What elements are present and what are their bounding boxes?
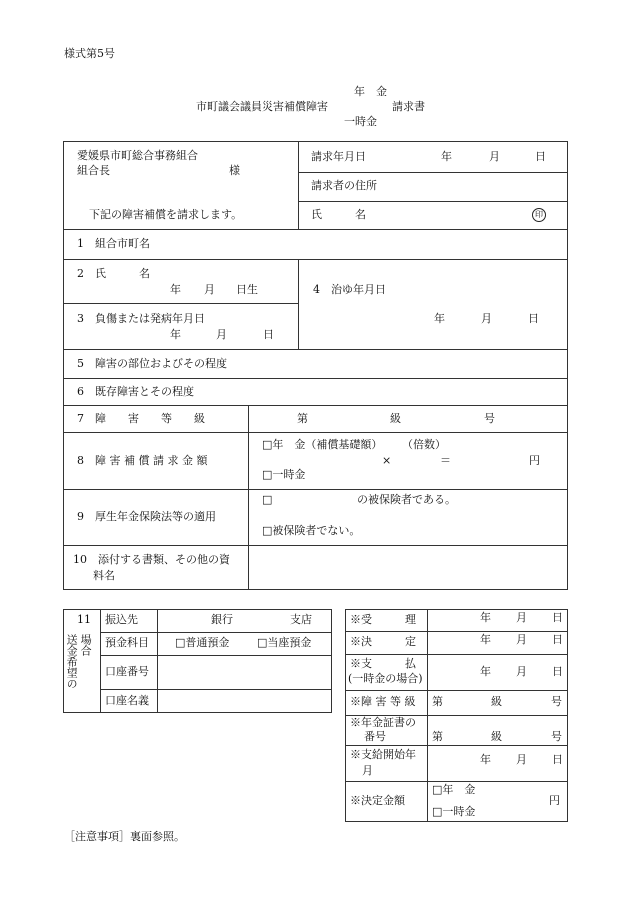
office-grade-go: 号 <box>551 695 562 708</box>
office-amount-lump[interactable]: □一時金 <box>432 805 476 818</box>
request-date-label: 請求年月日 <box>311 150 366 163</box>
row7-grade-go: 号 <box>484 412 495 425</box>
row9-pension-law-label: 9 厚生年金保険法等の適用 <box>77 510 216 523</box>
title-suffix: 請求書 <box>392 100 425 113</box>
row9-insured-text: の被保険者である。 <box>357 493 456 506</box>
row3-injury-date-label: 3 負傷または発病年月日 <box>77 312 205 325</box>
received-month: 月 <box>516 611 527 624</box>
current-deposit-option[interactable]: □当座預金 <box>257 636 312 649</box>
request-date-month: 月 <box>489 150 500 163</box>
office-certificate-label-2: 番号 <box>364 730 386 743</box>
title-main: 市町議会議員災害補償障害 <box>196 100 328 113</box>
request-date-year: 年 <box>441 150 452 163</box>
row7-grade-kyu: 級 <box>390 412 401 425</box>
office-amount-pension[interactable]: □年 金 <box>432 783 476 796</box>
row9-insured-checkbox[interactable]: □ <box>262 493 273 506</box>
row8-equals: ＝ <box>440 454 451 467</box>
office-paid-label: ※支 払 <box>350 657 416 670</box>
addressee-org: 愛媛県市町総合事務組合 <box>77 149 198 162</box>
row6-existing-disability-label: 6 既存障害とその程度 <box>77 385 194 398</box>
row2-birth-day: 日生 <box>236 283 258 296</box>
paid-year: 年 <box>480 665 491 678</box>
row3-day: 日 <box>263 328 274 341</box>
start-month: 月 <box>516 753 527 766</box>
office-amount-label: ※決定金額 <box>350 794 405 807</box>
office-start-label: ※支給開始年 <box>350 748 416 761</box>
row3-month: 月 <box>216 328 227 341</box>
decided-year: 年 <box>480 633 491 646</box>
request-statement: 下記の障害補償を請求します。 <box>89 208 243 221</box>
transfer-to-label: 振込先 <box>105 613 138 626</box>
addressee-title: 組合長 <box>77 164 110 177</box>
row4-month: 月 <box>481 312 492 325</box>
office-grade-no: 第 <box>432 695 443 708</box>
row4-day: 日 <box>528 312 539 325</box>
office-grade-kyu: 級 <box>491 695 502 708</box>
decided-day: 日 <box>552 633 563 646</box>
row4-year: 年 <box>434 312 445 325</box>
office-received-label: ※受 理 <box>350 613 416 626</box>
notes-reference: ［注意事項］裏面参照。 <box>64 830 185 843</box>
branch-name-suffix: 支店 <box>290 613 312 626</box>
title-option-pension: 年 金 <box>354 85 387 98</box>
title-option-lump: 一時金 <box>344 115 377 128</box>
account-number-label: 口座番号 <box>105 665 149 678</box>
start-year: 年 <box>480 753 491 766</box>
addressee-honorific: 様 <box>229 164 240 177</box>
seal-mark <box>532 208 546 222</box>
row2-birth-year: 年 <box>170 283 181 296</box>
bank-section-number: 11 <box>77 613 91 626</box>
office-cert-go: 号 <box>551 730 562 743</box>
request-date-day: 日 <box>535 150 546 163</box>
bank-side-label-a: 送金希望の <box>65 634 79 689</box>
ordinary-deposit-option[interactable]: □普通預金 <box>175 636 230 649</box>
office-grade-label: ※障 害 等 級 <box>350 695 416 708</box>
row3-year: 年 <box>170 328 181 341</box>
form-number: 様式第5号 <box>64 47 115 60</box>
row8-lump-option[interactable]: □一時金 <box>262 468 306 481</box>
address-label: 請求者の住所 <box>311 179 377 192</box>
start-day: 日 <box>552 753 563 766</box>
row5-disability-label: 5 障害の部位およびその程度 <box>77 357 227 370</box>
paid-month: 月 <box>516 665 527 678</box>
office-certificate-label: ※年金証書の <box>350 716 416 729</box>
row8-yen: 円 <box>529 454 540 467</box>
row4-cure-date-label: 4 治ゆ年月日 <box>313 283 386 296</box>
office-paid-note: (一時金の場合) <box>348 672 423 685</box>
paid-day: 日 <box>552 665 563 678</box>
row7-grade-label: 7 障 害 等 級 <box>77 412 205 425</box>
account-name-label: 口座名義 <box>105 694 149 707</box>
row8-multiplier: （倍数） <box>402 438 446 451</box>
decided-month: 月 <box>516 633 527 646</box>
seal-icon: 印 <box>532 208 546 222</box>
office-decided-label: ※決 定 <box>350 635 416 648</box>
office-start-label-2: 月 <box>362 764 373 777</box>
row1-municipality-label: 1 組合市町名 <box>77 237 150 250</box>
row7-grade-no: 第 <box>297 412 308 425</box>
name-label: 氏 名 <box>311 208 366 221</box>
row8-times: × <box>382 454 392 467</box>
bank-side-label-b: 場合 <box>79 634 93 656</box>
row8-claim-amount-label: 8 障 害 補 償 請 求 金 額 <box>77 454 208 467</box>
office-cert-no: 第 <box>432 730 443 743</box>
office-amount-yen: 円 <box>549 794 560 807</box>
received-day: 日 <box>552 611 563 624</box>
deposit-type-label: 預金科目 <box>105 636 149 649</box>
received-year: 年 <box>480 611 491 624</box>
row8-pension-option[interactable]: □年 金（補償基礎額） <box>262 438 383 451</box>
row10-attachments-label-1: 10 添付する書類、その他の資 <box>73 553 230 566</box>
bank-name-suffix: 銀行 <box>211 613 233 626</box>
row2-birth-month: 月 <box>204 283 215 296</box>
row9-not-insured-option[interactable]: □被保険者でない。 <box>262 524 361 537</box>
row2-name-label: 2 氏 名 <box>77 267 150 280</box>
row10-attachments-label-2: 料名 <box>93 569 115 582</box>
office-cert-kyu: 級 <box>491 730 502 743</box>
